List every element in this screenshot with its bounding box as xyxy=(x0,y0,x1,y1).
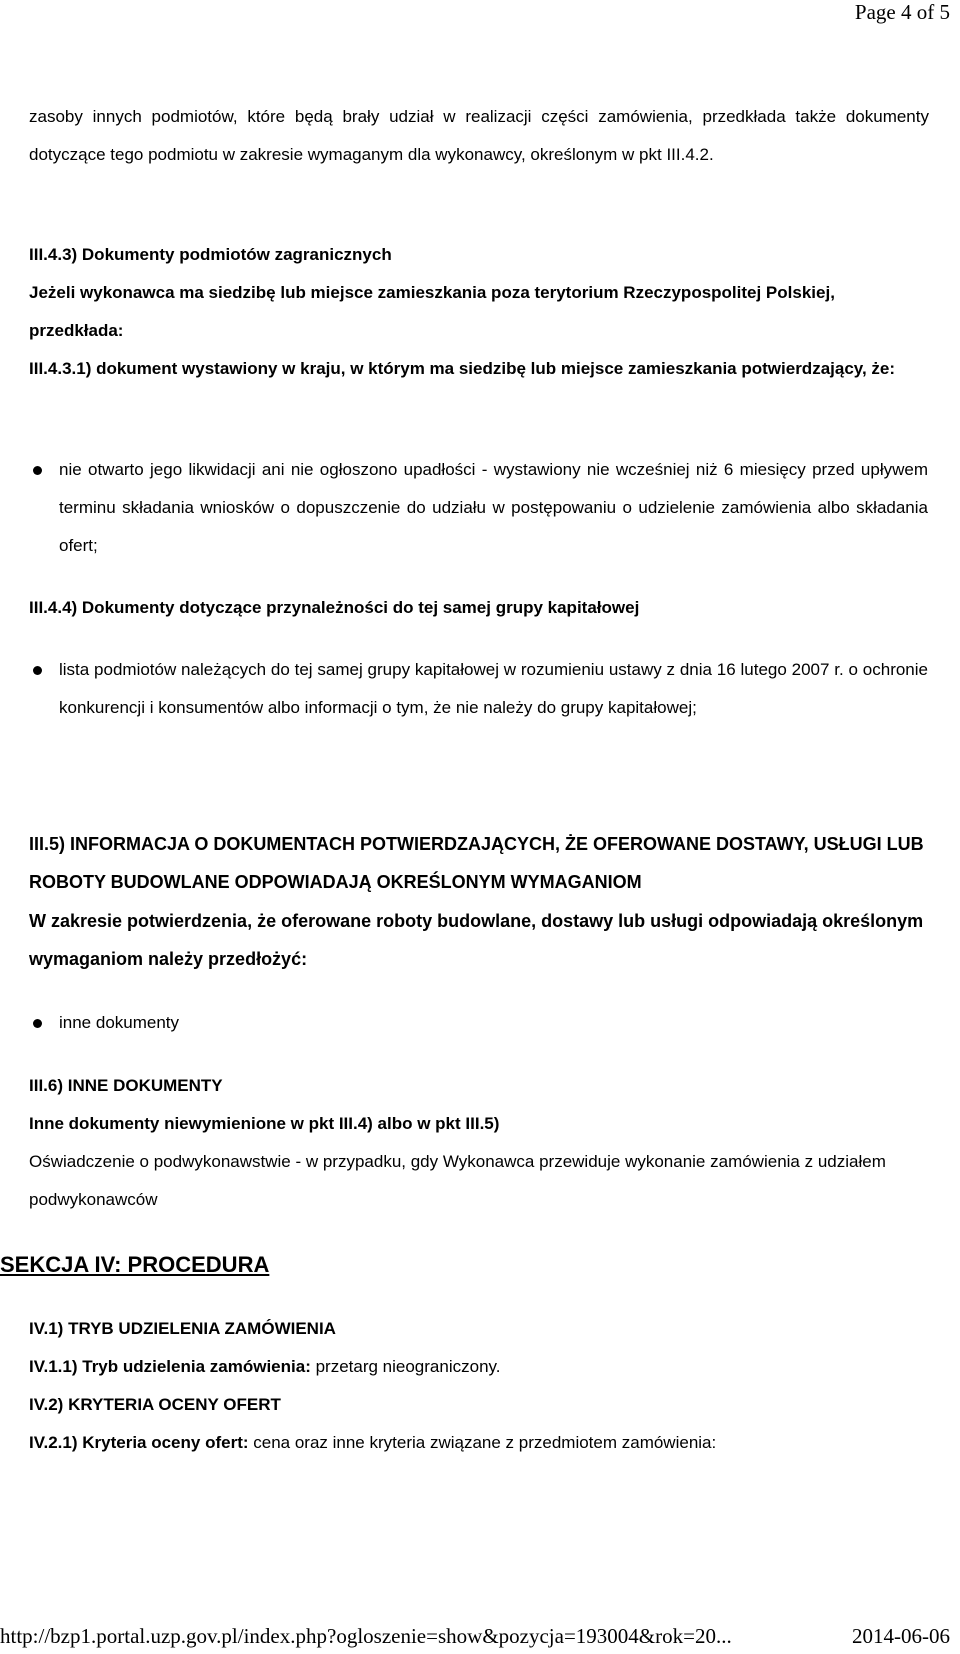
heading-iii-4-4: III.4.4) Dokumenty dotyczące przynależności do tej samej grupy kapitałowej xyxy=(29,598,640,617)
label-iv-2-1: IV.2.1) Kryteria oceny ofert: xyxy=(29,1433,249,1452)
section-title: SEKCJA IV: PROCEDURA xyxy=(0,1252,270,1277)
list-item-text: nie otwarto jego likwidacji ani nie ogłoszono upadłości - wystawiony nie wcześniej niż 6 miesięcy przed upływem terminu składania wniosków o dopuszczenie do udziału w postępowaniu o udzielenie zamówienia albo składania ofert; xyxy=(59,460,928,555)
bullet-icon xyxy=(33,466,42,475)
value-iv-1-1: przetarg nieograniczony. xyxy=(310,1357,501,1376)
footer-url: http://bzp1.portal.uzp.gov.pl/index.php?ogloszenie=show&pozycja=193004&rok=20... xyxy=(0,1624,732,1648)
list-item-text: lista podmiotów należących do tej samej grupy kapitałowej w rozumieniu ustawy z dnia 16 lutego 2007 r. o ochronie konkurencji i konsumentów albo informacji o tym, że nie należy do grupy kapitałowej; xyxy=(59,660,928,717)
label-iv-1-1: IV.1.1) Tryb udzielenia zamówienia: xyxy=(29,1357,311,1376)
heading-iv-2: IV.2) KRYTERIA OCENY OFERT xyxy=(29,1395,281,1414)
row-iv-2-1 xyxy=(29,1424,929,1462)
footer-date: 2014-06-06 xyxy=(852,1624,950,1648)
paragraph-iii-4-3-1: III.4.3.1) dokument wystawiony w kraju, w którym ma siedzibę lub miejsce zamieszkania potwierdzający, że: xyxy=(29,359,896,378)
paragraph-iii-6: Oświadczenie o podwykonawstwie - w przypadku, gdy Wykonawca przewiduje wykonanie zamówienia z udziałem podwykonawców xyxy=(29,1152,886,1209)
list-item-text: inne dokumenty xyxy=(59,1013,180,1032)
paragraph-iii-6-bold: Inne dokumenty niewymienione w pkt III.4) albo w pkt III.5) xyxy=(29,1114,500,1133)
paragraph-iii-5: W zakresie potwierdzenia, że oferowane roboty budowlane, dostawy lub usługi odpowiadają określonym wymaganiom należy przedłożyć: xyxy=(29,911,924,969)
paragraph-continuation: zasoby innych podmiotów, które będą brały udział w realizacji części zamówienia, przedkłada także dokumenty dotyczące tego podmiotu w zakresie wymaganym dla wykonawcy, określonym w pkt III.4.2. xyxy=(29,107,929,164)
bullet-icon xyxy=(33,1019,42,1028)
paragraph-iii-4-3: Jeżeli wykonawca ma siedzibę lub miejsce zamieszkania poza terytorium Rzeczypospolitej Polskiej, przedkłada: xyxy=(29,283,835,340)
heading-iii-5: III.5) INFORMACJA O DOKUMENTACH POTWIERDZAJĄCYCH, ŻE OFEROWANE DOSTAWY, USŁUGI LUB ROBOTY BUDOWLANE ODPOWIADAJĄ OKREŚLONYM WYMAGANIOM xyxy=(29,834,924,892)
bullet-icon xyxy=(33,666,42,675)
heading-iv-1: IV.1) TRYB UDZIELENIA ZAMÓWIENIA xyxy=(29,1319,336,1338)
heading-iii-4-3: III.4.3) Dokumenty podmiotów zagranicznych xyxy=(29,245,392,264)
row-iv-1-1 xyxy=(29,1348,929,1386)
heading-iii-6: III.6) INNE DOKUMENTY xyxy=(29,1076,223,1095)
page-number: Page 4 of 5 xyxy=(854,0,950,24)
value-iv-2-1: cena oraz inne kryteria związane z przedmiotem zamówienia: xyxy=(248,1433,717,1452)
